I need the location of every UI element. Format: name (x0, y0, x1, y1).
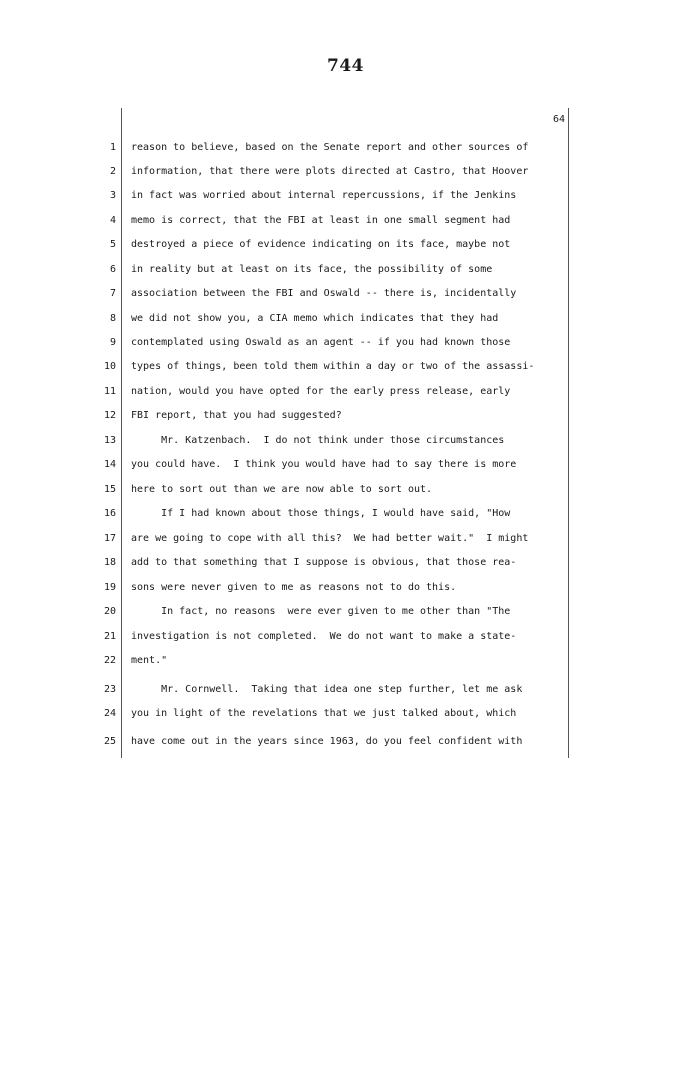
line-number: 3 (109, 190, 116, 201)
line-text: have come out in the years since 1963, do you feel confident with (131, 736, 523, 747)
line-text: memo is correct, that the FBI at least in one small segment had (131, 215, 511, 226)
transcript-line (0, 213, 691, 235)
transcript-line (0, 653, 691, 675)
transcript-line (0, 237, 691, 259)
line-text: association between the FBI and Oswald -- there is, incidentally (131, 288, 517, 299)
transcript-line (0, 629, 691, 651)
line-number: 16 (103, 508, 116, 519)
transcript-line (0, 335, 691, 357)
line-number: 17 (103, 533, 116, 544)
line-text: you could have. I think you would have had to say there is more (131, 459, 517, 470)
line-text: FBI report, that you had suggested? (131, 410, 342, 421)
transcript-line (0, 359, 691, 381)
transcript-line (0, 682, 691, 704)
line-text: investigation is not completed. We do not want to make a state- (131, 631, 517, 642)
line-number: 7 (109, 288, 116, 299)
transcript-line (0, 604, 691, 626)
transcript-page-number: 64 (552, 114, 565, 125)
transcript-line (0, 580, 691, 602)
line-text: nation, would you have opted for the early press release, early (131, 386, 511, 397)
transcript-line (0, 555, 691, 577)
transcript-line (0, 531, 691, 553)
line-number: 5 (109, 239, 116, 250)
line-number: 22 (103, 655, 116, 666)
line-number: 20 (103, 606, 116, 617)
line-number: 19 (103, 582, 116, 593)
line-text: in fact was worried about internal repercussions, if the Jenkins (131, 190, 517, 201)
line-number: 15 (103, 484, 116, 495)
line-text: ment." (131, 655, 168, 666)
line-text: you in light of the revelations that we just talked about, which (131, 708, 517, 719)
line-text: types of things, been told them within a day or two of the assassi- (131, 361, 535, 372)
line-number: 21 (103, 631, 116, 642)
page-number: 744 (327, 56, 364, 76)
transcript-line (0, 311, 691, 333)
transcript-line (0, 164, 691, 186)
transcript-line (0, 262, 691, 284)
line-text: we did not show you, a CIA memo which indicates that they had (131, 313, 499, 324)
line-number: 6 (109, 264, 116, 275)
transcript-line (0, 286, 691, 308)
line-number: 18 (103, 557, 116, 568)
line-number: 25 (103, 736, 116, 747)
line-number: 13 (103, 435, 116, 446)
line-number: 12 (103, 410, 116, 421)
line-number: 9 (109, 337, 116, 348)
line-number: 10 (103, 361, 116, 372)
transcript-line (0, 433, 691, 455)
line-text: In fact, no reasons were ever given to me other than "The (131, 606, 511, 617)
line-number: 2 (109, 166, 116, 177)
line-number: 14 (103, 459, 116, 470)
transcript-line (0, 506, 691, 528)
line-text: are we going to cope with all this? We had better wait." I might (131, 533, 529, 544)
line-text: here to sort out than we are now able to sort out. (131, 484, 433, 495)
line-number: 1 (109, 142, 116, 153)
line-text: Mr. Katzenbach. I do not think under those circumstances (131, 435, 505, 446)
line-text: in reality but at least on its face, the possibility of some (131, 264, 493, 275)
transcript-line (0, 140, 691, 162)
line-text: add to that something that I suppose is obvious, that those rea- (131, 557, 517, 568)
transcript-line (0, 188, 691, 210)
transcript-line (0, 734, 691, 756)
transcript-line (0, 384, 691, 406)
line-number: 4 (109, 215, 116, 226)
line-text: contemplated using Oswald as an agent -- if you had known those (131, 337, 511, 348)
line-text: Mr. Cornwell. Taking that idea one step further, let me ask (131, 684, 523, 695)
line-text: reason to believe, based on the Senate report and other sources of (131, 142, 529, 153)
line-text: destroyed a piece of evidence indicating on its face, maybe not (131, 239, 511, 250)
line-number: 23 (103, 684, 116, 695)
transcript-line (0, 482, 691, 504)
line-number: 24 (103, 708, 116, 719)
transcript-line (0, 706, 691, 728)
line-text: information, that there were plots directed at Castro, that Hoover (131, 166, 529, 177)
transcript-line (0, 457, 691, 479)
transcript-line (0, 408, 691, 430)
line-text: If I had known about those things, I would have said, "How (131, 508, 511, 519)
line-number: 11 (103, 386, 116, 397)
line-number: 8 (109, 313, 116, 324)
line-text: sons were never given to me as reasons not to do this. (131, 582, 457, 593)
